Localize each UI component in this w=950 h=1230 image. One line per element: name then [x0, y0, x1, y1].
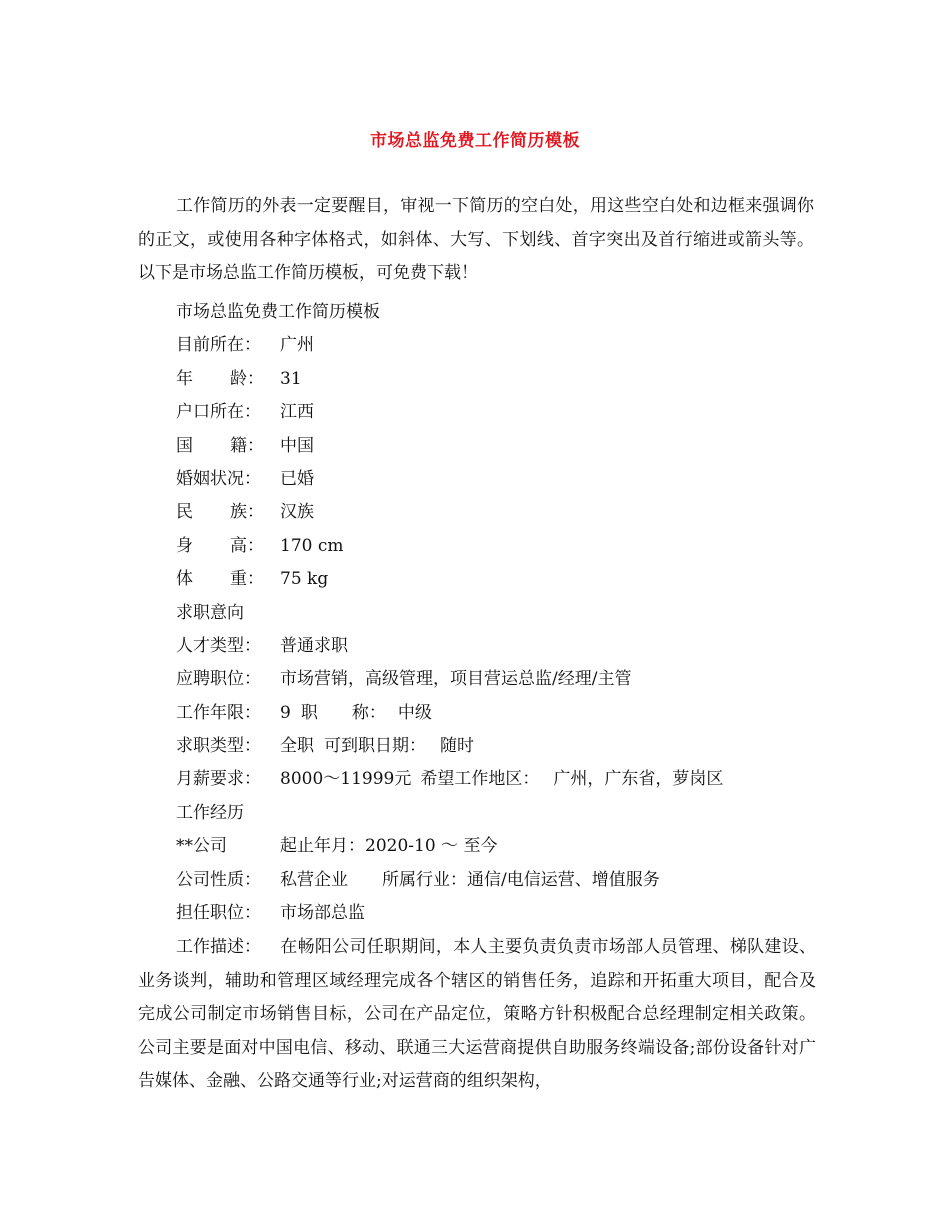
height-value: 170 cm [280, 535, 344, 556]
marital-value: 已婚 [280, 468, 314, 489]
nature-row [176, 864, 816, 897]
ethnic-value: 汉族 [280, 502, 314, 523]
location-row [176, 329, 816, 362]
location-label: 目前所在： [176, 335, 261, 356]
position-label: 应聘职位： [176, 669, 261, 690]
job-title-label-part2: 称： [351, 702, 386, 723]
period-value: 2020-10 ～ 至今 [365, 836, 498, 857]
weight-label [176, 563, 264, 596]
hukou-value: 江西 [280, 402, 314, 423]
height-row [176, 530, 816, 563]
weight-value: 75 kg [280, 569, 329, 590]
work-description-paragraph [138, 931, 816, 1099]
job-title-value: 中级 [397, 702, 432, 723]
company-name: **公司 [176, 836, 227, 857]
area-value: 广州，广东省，萝岗区 [553, 769, 724, 790]
job-title-label-part1: 职 [300, 702, 318, 723]
height-label-part2: 高： [230, 535, 264, 556]
role-row [176, 897, 816, 930]
heading-repeat-row [176, 296, 816, 329]
ethnic-label [176, 496, 264, 529]
company-row [176, 830, 816, 863]
salary-label: 月薪要求： [176, 769, 261, 790]
age-value: 31 [280, 368, 302, 389]
page-title: 市场总监免费工作简历模板 [370, 131, 580, 151]
nature-value: 私营企业 [280, 869, 348, 890]
position-row [176, 663, 816, 696]
work-description-label: 工作描述： [176, 937, 261, 957]
start-value: 随时 [440, 736, 474, 757]
resume-fields [176, 296, 816, 930]
intent-section-heading: 求职意向 [176, 602, 244, 623]
hukou-row [176, 396, 816, 429]
talent-row [176, 630, 816, 663]
industry-label: 所属行业： [382, 869, 467, 890]
experience-section-row [176, 797, 816, 830]
work-description-text: 在畅阳公司任职期间，本人主要负责负责市场部人员管理、梯队建设、业务谈判，辅助和管理区域经理完成各个辖区的销售任务，追踪和开拓重大项目，配合及完成公司制定市场销售目标，公司在产品定位，策略方针积极配合总经理制定相关政策。公司主要是面对中国电信、移动、联通三大运营商提供自助服务终端设备;部份设备针对广告媒体、金融、公路交通等行业;对运营商的组织架构， [138, 937, 816, 1092]
marital-row [176, 463, 816, 496]
height-label [176, 530, 264, 563]
age-label [176, 363, 264, 396]
location-value: 广州 [280, 335, 314, 356]
age-row [176, 363, 816, 396]
ethnic-label-part1: 民 [176, 502, 193, 523]
ethnic-row [176, 496, 816, 529]
intro-paragraph: 工作简历的外表一定要醒目，审视一下简历的空白处，用这些空白处和边框来强调你的正文，或使用各种字体格式，如斜体、大写、下划线、首字突出及首行缩进或箭头等。以下是市场总监工作简历模板，可免费下载！ [138, 196, 814, 283]
type-value: 全职 [280, 736, 314, 757]
age-label-part2: 龄： [230, 368, 264, 389]
nation-label [176, 430, 264, 463]
start-label: 可到职日期： [324, 736, 426, 757]
marital-label: 婚姻状况： [176, 468, 261, 489]
weight-label-part1: 体 [176, 569, 193, 590]
role-label: 担任职位： [176, 903, 261, 924]
nation-value: 中国 [280, 435, 314, 456]
period-label: 起止年月： [280, 836, 365, 857]
nation-row [176, 430, 816, 463]
talent-value: 普通求职 [280, 635, 348, 656]
weight-label-part2: 重： [230, 569, 264, 590]
industry-value: 通信/电信运营、增值服务 [467, 869, 660, 890]
area-label: 希望工作地区： [420, 769, 540, 790]
intent-section-row [176, 597, 816, 630]
hukou-label: 户口所在： [176, 402, 261, 423]
height-label-part1: 身 [176, 535, 193, 556]
salary-value: 8000～11999元 [280, 769, 412, 790]
position-value: 市场营销，高级管理，项目营运总监/经理/主管 [280, 669, 632, 690]
weight-row [176, 563, 816, 596]
heading-repeat: 市场总监免费工作简历模板 [176, 302, 380, 322]
age-label-part1: 年 [176, 368, 193, 389]
ethnic-label-part2: 族： [230, 502, 264, 523]
years-label: 工作年限： [176, 702, 261, 723]
nation-label-part1: 国 [176, 435, 193, 456]
type-label: 求职类型： [176, 736, 261, 757]
type-row [176, 730, 816, 763]
years-row [176, 697, 816, 730]
nation-label-part2: 籍： [230, 435, 264, 456]
role-value: 市场部总监 [280, 903, 365, 924]
talent-label: 人才类型： [176, 635, 261, 656]
nature-label: 公司性质： [176, 869, 261, 890]
salary-row [176, 763, 816, 796]
years-value: 9 [280, 702, 291, 723]
experience-section-heading: 工作经历 [176, 802, 244, 823]
